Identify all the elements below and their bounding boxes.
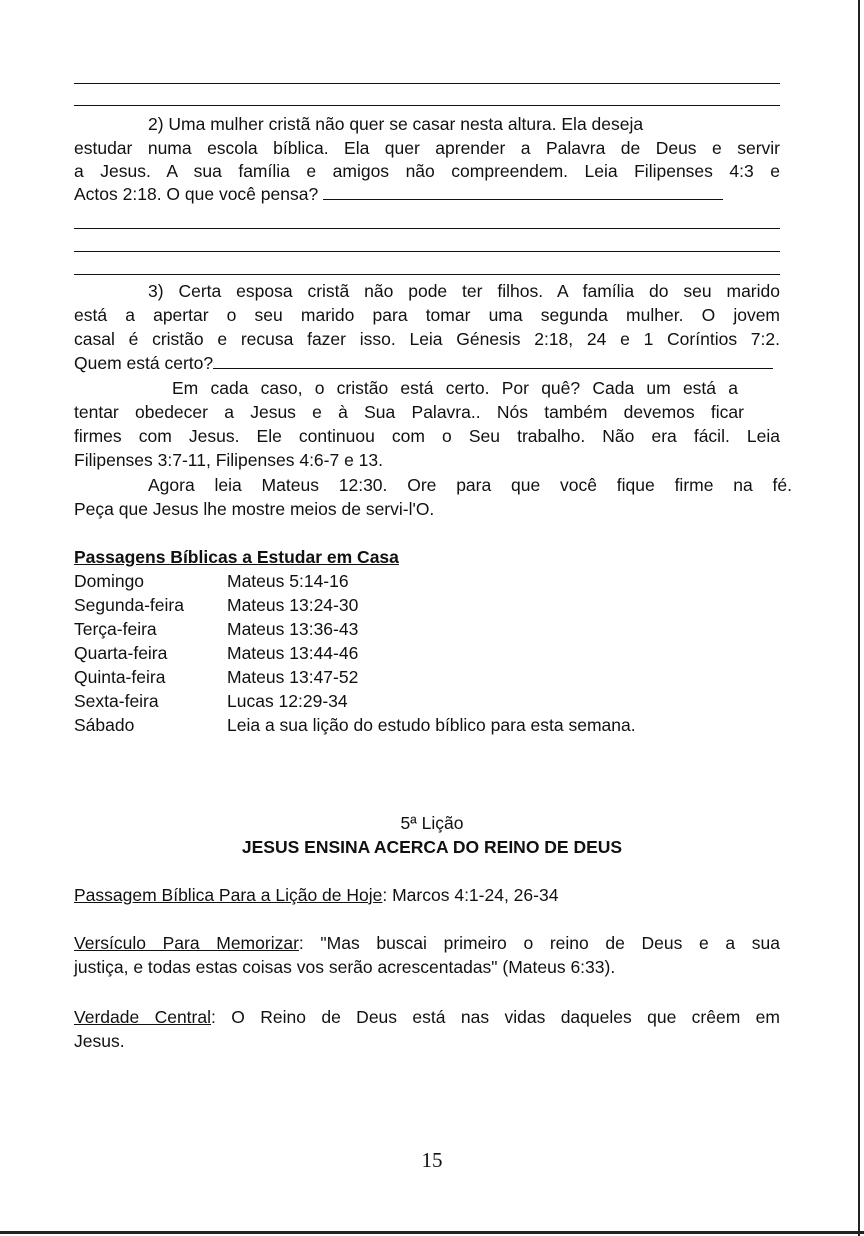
question-text: Quem está certo? — [74, 353, 214, 373]
answer-blank[interactable] — [213, 354, 773, 369]
lesson-number: 5ª Lição — [400, 813, 464, 833]
scan-edge — [858, 0, 860, 1236]
text-line: Peça que Jesus lhe mostre meios de servi-l'O. — [74, 499, 435, 519]
reading-reference: Mateus 5:14-16 — [227, 571, 349, 591]
answer-line — [74, 228, 780, 229]
text-line: 2) Uma mulher cristã não quer se casar nesta altura. Ela deseja — [148, 114, 644, 134]
reading-reference: Mateus 13:24-30 — [227, 595, 359, 615]
verse-line — [74, 932, 780, 954]
truth-line: Jesus. — [74, 1031, 125, 1051]
reading-day: Quinta-feira — [74, 667, 166, 687]
reading-day: Terça-feira — [74, 619, 157, 639]
passage-line — [74, 884, 780, 906]
reading-reference: Lucas 12:29-34 — [227, 691, 348, 711]
text-line — [74, 352, 780, 374]
answer-line — [74, 274, 780, 275]
text-line: Agora leia Mateus 12:30. Ore para que você fique firme na fé. — [148, 475, 792, 495]
answer-line — [74, 251, 780, 252]
reading-row — [74, 642, 359, 664]
truth-label: Verdade Central — [74, 1007, 211, 1027]
reading-reference: Leia a sua lição do estudo bíblico para esta semana. — [227, 715, 636, 735]
text-line: Filipenses 3:7-11, Filipenses 4:6-7 e 13. — [74, 450, 384, 470]
reading-reference: Mateus 13:47-52 — [227, 667, 359, 687]
reading-row — [74, 690, 348, 712]
verse-text: : "Mas buscai primeiro o reino de Deus e a sua — [298, 933, 780, 953]
text-line: firmes com Jesus. Ele continuou com o Seu trabalho. Não era fácil. Leia — [74, 426, 780, 446]
reading-row — [74, 618, 359, 640]
text-line: casal é cristão e recusa fazer isso. Leia Génesis 2:18, 24 e 1 Coríntios 7:2. — [74, 329, 780, 349]
verse-label: Versículo Para Memorizar — [74, 933, 299, 953]
text-line: 3) Certa esposa cristã não pode ter filhos. A família do seu marido — [148, 281, 780, 301]
answer-line — [74, 83, 780, 84]
text-line: a Jesus. A sua família e amigos não compreendem. Leia Filipenses 4:3 e — [74, 161, 780, 181]
truth-line — [74, 1006, 780, 1028]
reading-day: Segunda-feira — [74, 595, 184, 615]
truth-text: : O Reino de Deus está nas vidas daqueles que crêem em — [211, 1007, 780, 1027]
reading-row — [74, 594, 359, 616]
reading-reference: Mateus 13:36-43 — [227, 619, 359, 639]
reading-day: Sexta-feira — [74, 691, 159, 711]
question-text: Actos 2:18. O que você pensa? — [74, 184, 319, 204]
reading-row — [74, 570, 349, 592]
verse-line: justiça, e todas estas coisas vos serão acrescentadas" (Mateus 6:33). — [74, 957, 616, 977]
text-line: Em cada caso, o cristão está certo. Por quê? Cada um está a — [172, 378, 738, 398]
text-line: estudar numa escola bíblica. Ela quer aprender a Palavra de Deus e servir — [74, 138, 780, 158]
reading-day: Sábado — [74, 715, 135, 735]
text-line — [74, 183, 780, 205]
reading-day: Domingo — [74, 571, 145, 591]
reading-row — [74, 666, 359, 688]
answer-line — [74, 105, 780, 106]
passage-value: : Marcos 4:1-24, 26-34 — [382, 885, 559, 905]
reading-row — [74, 714, 636, 736]
scan-edge — [0, 1231, 864, 1234]
text-line: tentar obedecer a Jesus e à Sua Palavra.. Nós também devemos ficar — [74, 402, 744, 422]
lesson-title: JESUS ENSINA ACERCA DO REINO DE DEUS — [241, 837, 623, 857]
answer-blank[interactable] — [323, 185, 723, 200]
text-line: está a apertar o seu marido para tomar uma segunda mulher. O jovem — [74, 305, 780, 325]
page-number: 15 — [421, 1148, 443, 1172]
reading-day: Quarta-feira — [74, 643, 168, 663]
passage-label: Passagem Bíblica Para a Lição de Hoje — [74, 885, 383, 905]
reading-reference: Mateus 13:44-46 — [227, 643, 359, 663]
readings-heading: Passagens Bíblicas a Estudar em Casa — [74, 547, 399, 567]
